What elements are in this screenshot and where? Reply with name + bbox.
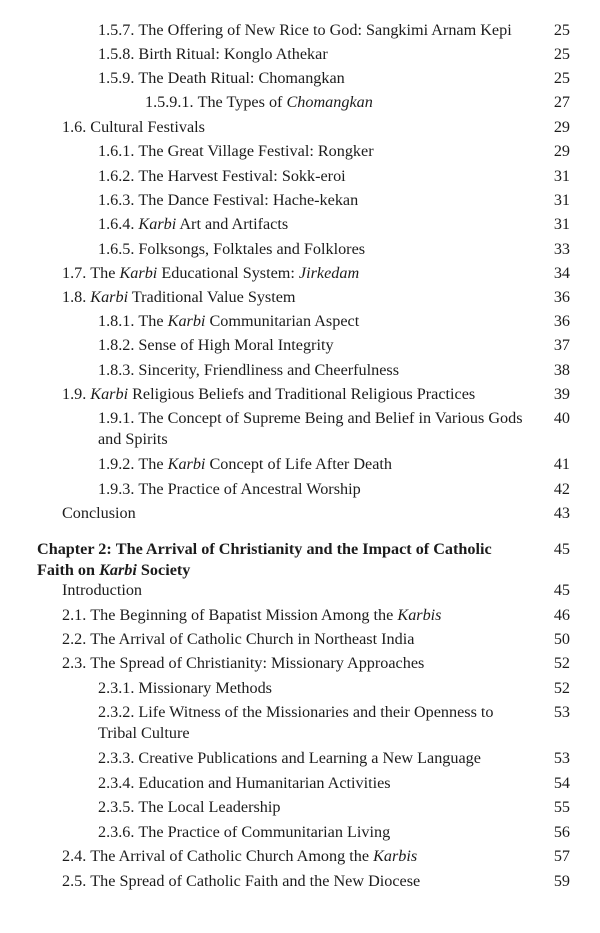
toc-entry-label [62,846,417,867]
toc-entry-number: 1.6.5. [98,240,135,258]
toc-entry-label [98,773,391,794]
toc-title-italic-text: Karbi [119,264,158,282]
toc-page-number: 39 [553,385,570,403]
toc-entry-number: 2.3.2. [98,703,135,721]
toc-page-number: 45 [553,581,570,599]
toc-page-number: 50 [553,630,570,648]
toc-entry-label [98,454,392,475]
toc-title-text: Education and Humanitarian Activities [138,774,391,792]
toc-title-text: The [90,264,120,282]
toc-title-text: Sense of High Moral Integrity [138,336,334,354]
toc-title-text: The Types of [197,93,287,111]
toc-title-text: The Local Leadership [138,798,281,816]
toc-entry-number: 2.4. [62,847,87,865]
toc-page-number: 33 [553,240,570,258]
toc-title-text: Communitarian Aspect [205,312,360,330]
toc-entry-number: 1.6.1. [98,142,135,160]
toc-entry-number: 2.5. [62,872,87,890]
toc-title-text: The Spread of Christianity: Missionary Approaches [90,654,425,672]
toc-entry-label [98,214,288,235]
toc-entry-number: 1.5.7. [98,21,135,39]
toc-title-text: Life Witness of the Missionaries and their Openness to Tribal Culture [98,703,494,742]
toc-title-text: The [138,312,168,330]
toc-page-number: 56 [553,823,570,841]
toc-entry-number: 1.9. [62,385,87,403]
toc-title-text: The Great Village Festival: Rongker [138,142,374,160]
toc-entry-number: 1.9.3. [98,480,135,498]
toc-title-text: The Concept of Supreme Being and Belief in Various Gods and Spirits [98,409,523,448]
toc-title-text: Society [136,560,191,579]
toc-title-text: Traditional Value System [128,288,296,306]
toc-title-text: The Harvest Festival: Sokk-eroi [138,167,346,185]
toc-title-italic-text: Karbi [99,560,137,579]
toc-title-text: The Spread of Catholic Faith and the New Diocese [90,872,421,890]
toc-title-italic-text: Jirkedam [298,264,360,282]
toc-entry-number: 2.3.4. [98,774,135,792]
toc-title-text: Conclusion [62,504,136,522]
toc-title-text: Folksongs, Folktales and Folklores [138,240,366,258]
toc-entry-number: 2.3.6. [98,823,135,841]
toc-entry-number: 2.2. [62,630,87,648]
toc-entry-label [62,503,136,524]
toc-entry-number: 2.1. [62,606,87,624]
toc-entry-label [98,141,374,162]
toc-page-number: 40 [553,409,570,427]
toc-entry-label [98,479,361,500]
toc-title-text: Sincerity, Friendliness and Cheerfulness [138,361,400,379]
toc-title-italic-text: Karbi [90,288,129,306]
toc-page-number: 54 [553,774,570,792]
toc-page-number: 52 [553,679,570,697]
toc-entry-label [98,44,328,65]
toc-entry-number: 1.8.3. [98,361,135,379]
toc-entry-number: 1.5.9.1. [145,93,194,111]
toc-page-number: 46 [553,606,570,624]
toc-page-number: 38 [553,361,570,379]
toc-page-number: 43 [553,504,570,522]
toc-entry-label [98,20,512,41]
toc-entry-number: 1.6.3. [98,191,135,209]
toc-entry-number: 1.8. [62,288,87,306]
toc-entry-number: 2.3. [62,654,87,672]
toc-title-text: The Arrival of Catholic Church in Northeast India [90,630,415,648]
toc-page-number: 25 [553,21,570,39]
toc-page-number: 36 [553,288,570,306]
toc-page-number: 57 [553,847,570,865]
toc-title-italic-text: Karbi [167,455,206,473]
toc-page-number: 25 [553,69,570,87]
toc-page-number: 55 [553,798,570,816]
toc-entry-label [62,605,441,626]
toc-entry-label [98,678,272,699]
toc-title-text: The Practice of Ancestral Worship [138,480,361,498]
toc-page-number: 45 [553,540,570,558]
toc-title-italic-text: Chomangkan [286,93,373,111]
toc-title-italic-text: Karbi [90,385,129,403]
toc-entry-number: 1.6.2. [98,167,135,185]
toc-entry-number: Chapter 2: [37,540,112,558]
toc-entry-label [62,629,414,650]
toc-entry-label [62,580,142,601]
toc-entry-label [37,539,505,580]
toc-title-text: Religious Beliefs and Traditional Religious Practices [128,385,476,403]
toc-title-text: Cultural Festivals [90,118,205,136]
toc-page-number: 53 [553,703,570,721]
toc-entry-label [62,871,420,892]
toc-entry-number: 1.8.2. [98,336,135,354]
toc-entry-label [98,311,359,332]
toc-entry-label [62,287,296,308]
toc-entry-label [145,92,373,113]
toc-entry-label [98,702,528,743]
toc-page-number: 41 [553,455,570,473]
toc-entry-number: 1.5.9. [98,69,135,87]
toc-page-number: 25 [553,45,570,63]
toc-title-text: Creative Publications and Learning a New Language [138,749,481,767]
toc-page-number: 36 [553,312,570,330]
toc-page-number: 31 [553,167,570,185]
toc-page-number: 59 [553,872,570,890]
toc-page-number: 52 [553,654,570,672]
toc-entry-number: 2.3.3. [98,749,135,767]
toc-page-number: 29 [553,142,570,160]
toc-entry-label [62,117,205,138]
toc-title-text: Art and Artifacts [176,215,289,233]
toc-title-text: The Beginning of Bapatist Mission Among the [90,606,398,624]
toc-entry-label [98,360,399,381]
toc-entry-label [98,408,528,449]
toc-page-number: 31 [553,191,570,209]
toc-entry-number: 1.9.1. [98,409,135,427]
toc-page-number: 27 [553,93,570,111]
toc-entry-label [98,335,334,356]
toc-title-text: The Practice of Communitarian Living [138,823,391,841]
toc-entry-label [98,822,390,843]
toc-entry-label [98,748,481,769]
toc-title-text: Concept of Life After Death [205,455,392,473]
toc-entry-label [98,190,358,211]
toc-title-text: The Arrival of Christianity and the Impact of Catholic Faith on [37,540,492,579]
toc-page-number: 31 [553,215,570,233]
toc-title-text: Birth Ritual: Konglo Athekar [138,45,328,63]
toc-title-text: The [138,455,168,473]
toc-title-text: The Death Ritual: Chomangkan [138,69,345,87]
toc-title-text: The Dance Festival: Hache-kekan [138,191,359,209]
toc-page-number: 37 [553,336,570,354]
toc-page-number: 34 [553,264,570,282]
toc-entry-number: 1.7. [62,264,87,282]
toc-entry-number: 1.6. [62,118,87,136]
toc-title-text: Missionary Methods [138,679,272,697]
toc-entry-label [62,384,475,405]
toc-title-text: Educational System: [157,264,299,282]
toc-entry-number: 2.3.1. [98,679,135,697]
toc-title-italic-text: Karbis [397,606,442,624]
toc-entry-label [98,239,365,260]
toc-page-number: 42 [553,480,570,498]
toc-entry-label [98,166,346,187]
toc-entry-label [98,797,280,818]
toc-page-number: 29 [553,118,570,136]
toc-title-italic-text: Karbi [138,215,177,233]
toc-title-text: The Offering of New Rice to God: Sangkimi Arnam Kepi [138,21,512,39]
toc-page-number: 53 [553,749,570,767]
toc-entry-number: 1.5.8. [98,45,135,63]
toc-entry-number: 1.6.4. [98,215,135,233]
toc-entry-label [98,68,345,89]
toc-title-text: Introduction [62,581,143,599]
toc-entry-label [62,263,359,284]
toc-entry-number: 2.3.5. [98,798,135,816]
toc-title-text: The Arrival of Catholic Church Among the [90,847,374,865]
toc-entry-label [62,653,424,674]
toc-entry-number: 1.8.1. [98,312,135,330]
toc-entry-number: 1.9.2. [98,455,135,473]
toc-title-italic-text: Karbi [167,312,206,330]
toc-title-italic-text: Karbis [373,847,418,865]
